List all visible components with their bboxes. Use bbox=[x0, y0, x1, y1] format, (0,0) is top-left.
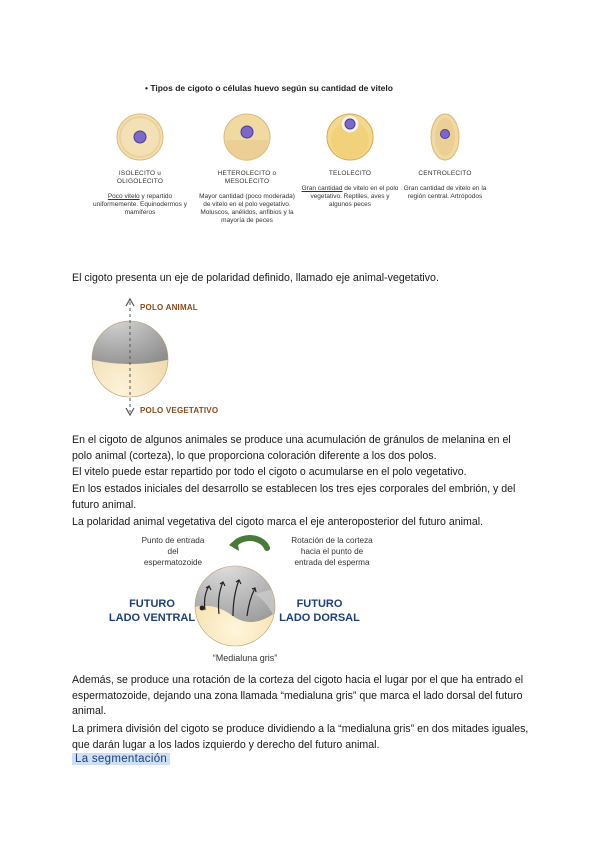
polo-vegetativo-label: POLO VEGETATIVO bbox=[140, 406, 219, 415]
figure1-title: • Tipos de cigoto o células huevo según su cantidad de vitelo bbox=[145, 83, 393, 93]
paragraph-melanina: En el cigoto de algunos animales se produce una acumulación de gránulos de melanina en el polo animal (corteza), lo que proporciona coloración diferente a los dos polos. bbox=[72, 434, 511, 462]
isolecito-name: ISOLECITO u OLIGOLECITO bbox=[116, 170, 164, 185]
heterolecito-egg-illustration bbox=[220, 110, 274, 164]
futuro-lado-dorsal-label: FUTURO LADO DORSAL bbox=[279, 598, 360, 624]
paragraph-anteroposterior: La polaridad animal vegetativa del cigoto marca el eje anteroposterior del futuro animal. bbox=[72, 516, 484, 528]
telolecito-egg-illustration bbox=[323, 110, 377, 164]
telolecito-name: TELOLECITO bbox=[328, 170, 372, 177]
cell-telolecito bbox=[300, 110, 400, 270]
polo-animal-label: POLO ANIMAL bbox=[140, 303, 198, 312]
rotacion-corteza-label: Rotación de la corteza hacia el punto de entrada del esperma bbox=[291, 536, 373, 567]
heterolecito-name: HETEROLECITO o MESOLECITO bbox=[217, 170, 277, 185]
section-heading-segmentacion: La segmentación bbox=[72, 753, 170, 765]
centrolecito-desc: Gran cantidad de vitelo en la región central. Artrópodos bbox=[403, 185, 487, 200]
isolecito-desc: Poco vitelo y repartido uniformemente. Equinodermos y mamíferos bbox=[93, 193, 187, 216]
paragraph-ejes: En los estados iniciales del desarrollo se establecen los tres ejes corporales del embrión, y del futuro animal. bbox=[72, 483, 516, 511]
polarity-sphere-illustration bbox=[85, 296, 175, 420]
medialuna-gris-label: “Medialuna gris” bbox=[212, 653, 278, 663]
isolecito-egg-illustration bbox=[113, 110, 167, 164]
punto-entrada-label: Punto de entrada del espermatozoide bbox=[141, 536, 205, 567]
telolecito-desc: Gran cantidad de vitelo en el polo vegetativo. Reptiles, aves y algunos peces bbox=[301, 185, 399, 208]
paragraph-rotacion: Además, se produce una rotación de la corteza del cigoto hacia el lugar por el que ha entrado el espermatozoide, dejando una zona llamada “medialuna gris” que marca el lado dorsal del futuro animal. bbox=[72, 674, 524, 717]
cortical-rotation-illustration bbox=[185, 534, 285, 650]
heterolecito-desc: Mayor cantidad (poco moderada) de vitelo en el polo vegetativo. Moluscos, anélidos, anfibios y la mayoría de peces bbox=[199, 193, 295, 224]
paragraph-vitelo: El vitelo puede estar repartido por todo el cigoto o acumularse en el polo vegetativo. bbox=[72, 466, 467, 478]
paragraph-polaridad: El cigoto presenta un eje de polaridad definido, llamado eje animal-vegetativo. bbox=[72, 272, 439, 284]
cell-heterolecito bbox=[197, 110, 297, 270]
centrolecito-name: CENTROLECITO bbox=[418, 170, 472, 177]
cell-centrolecito bbox=[395, 110, 495, 270]
centrolecito-egg-illustration bbox=[418, 110, 472, 164]
cell-isolecito bbox=[90, 110, 190, 270]
futuro-lado-ventral-label: FUTURO LADO VENTRAL bbox=[108, 598, 196, 624]
paragraph-primera-division: La primera división del cigoto se produce dividiendo a la “medialuna gris” en dos mitades iguales, que darán lugar a los lados izquierdo y derecho del futuro animal. bbox=[72, 723, 529, 751]
